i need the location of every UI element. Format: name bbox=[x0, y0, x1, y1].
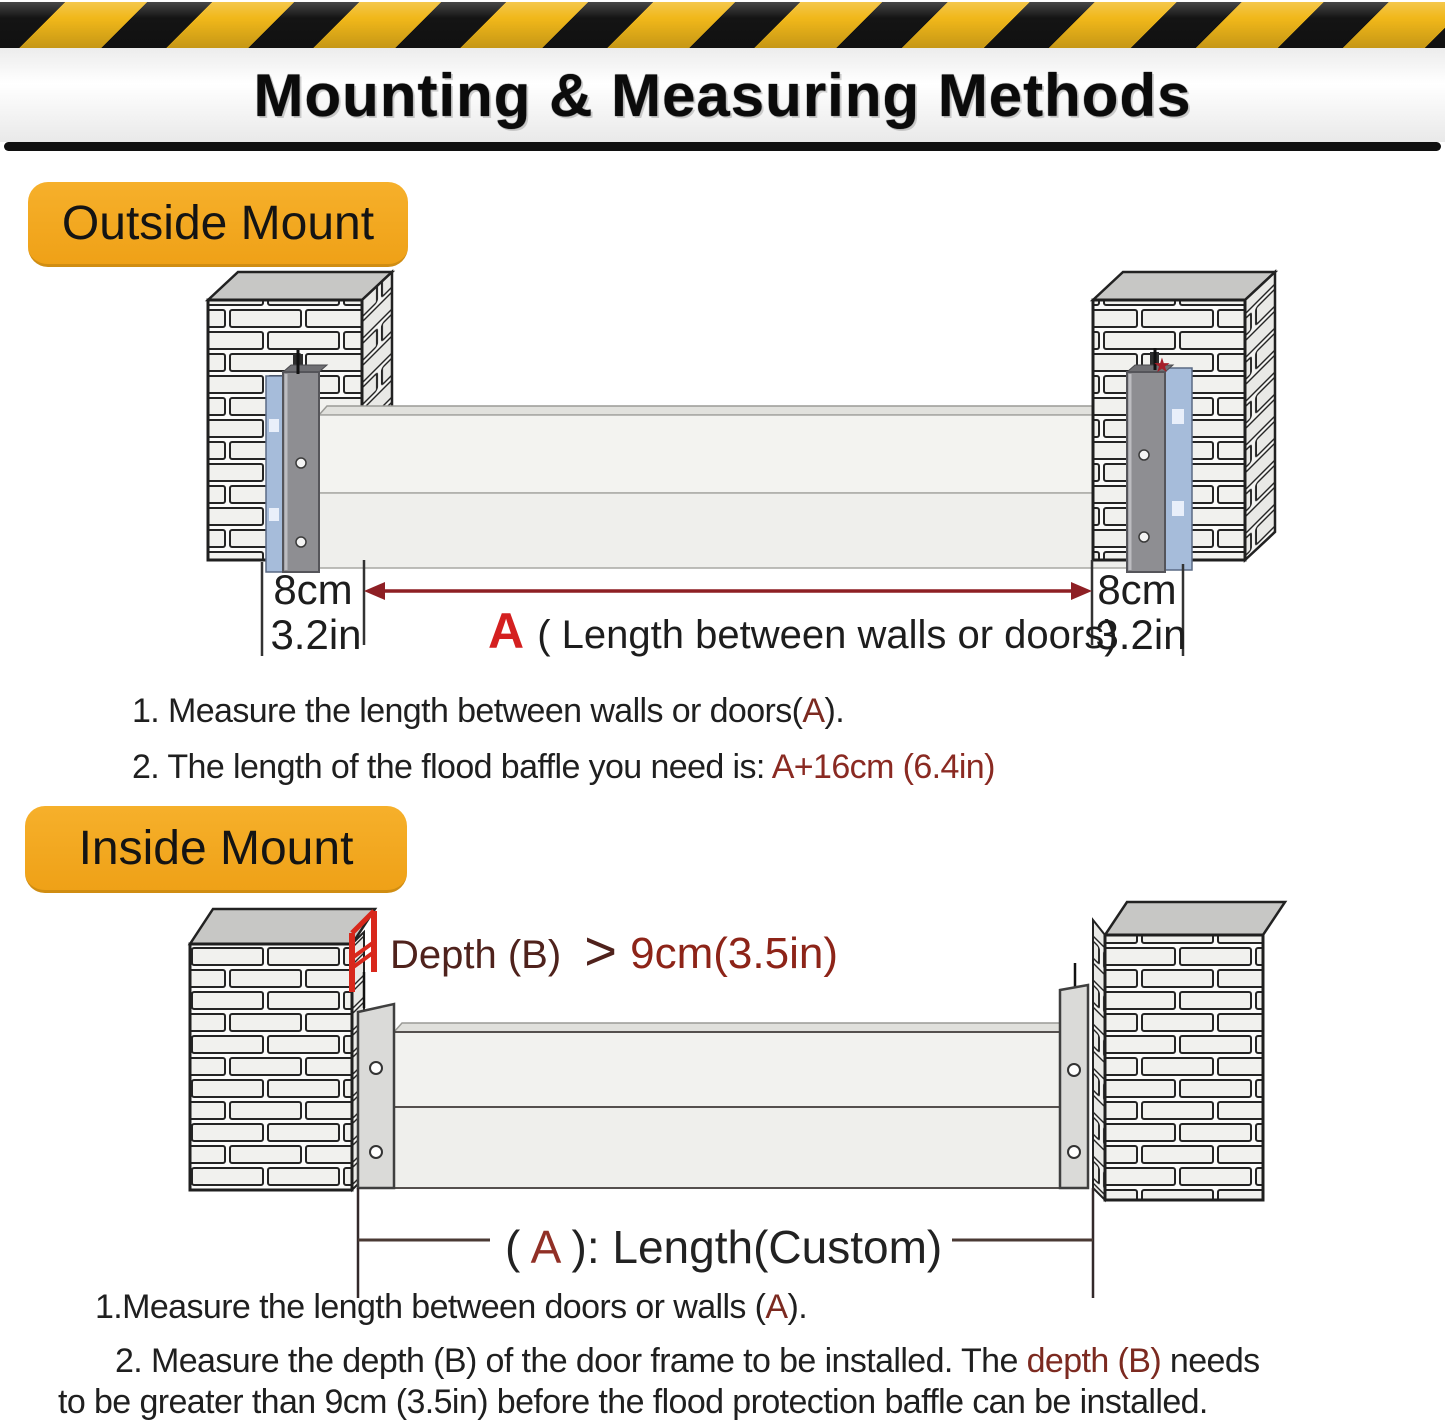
inside-mount-badge bbox=[25, 806, 407, 893]
inside-step-1: 1.Measure the length between doors or walls (A). bbox=[95, 1288, 808, 1326]
greater-than-sign: > bbox=[584, 919, 617, 982]
outside-length-label bbox=[488, 603, 1118, 659]
outside-left-in-label: 3.2in bbox=[270, 611, 362, 658]
outside-step-2: 2. The length of the flood baffle you need is: A+16cm (6.4in) bbox=[132, 748, 995, 786]
inside-right-channel bbox=[1060, 963, 1088, 1188]
depth-label: Depth (B) bbox=[390, 933, 562, 977]
hazard-stripe-banner bbox=[0, 2, 1445, 48]
outside-mount-diagram bbox=[0, 250, 1445, 670]
outside-right-channel bbox=[1127, 348, 1192, 572]
red-star-icon: ★ bbox=[1153, 355, 1171, 377]
length-a-letter: A bbox=[530, 1221, 559, 1273]
outside-right-cm-label: 8cm bbox=[1097, 566, 1177, 613]
outside-step-1: 1. Measure the length between walls or doors(A). bbox=[132, 692, 845, 730]
baffle-length-formula: A+16cm (6.4in) bbox=[771, 748, 995, 786]
outside-flood-barrier bbox=[319, 406, 1139, 568]
page-title: Mounting & Measuring Methods bbox=[253, 61, 1192, 129]
outside-left-channel bbox=[266, 350, 327, 572]
outside-mount-badge-label: Outside Mount bbox=[61, 196, 375, 250]
inside-left-pillar bbox=[190, 909, 375, 1190]
inside-left-channel bbox=[358, 1004, 394, 1188]
step-a-highlight: A bbox=[802, 692, 825, 730]
title-band bbox=[0, 48, 1445, 142]
outside-left-cm-label: 8cm bbox=[273, 566, 353, 613]
step-a-highlight: A bbox=[765, 1288, 788, 1326]
inside-flood-barrier bbox=[394, 1023, 1070, 1188]
depth-annotation bbox=[390, 919, 838, 982]
depth-b-highlight: depth (B) bbox=[1026, 1342, 1162, 1380]
inside-mount-badge-label: Inside Mount bbox=[78, 821, 354, 875]
header-divider bbox=[4, 142, 1441, 151]
inside-step-2-line1: 2. Measure the depth (B) of the door frame to be installed. The depth (B) needs bbox=[115, 1342, 1260, 1380]
depth-value: 9cm(3.5in) bbox=[630, 929, 838, 978]
length-a-letter: A bbox=[488, 603, 525, 659]
length-label-text: ( Length between walls or doors) bbox=[537, 613, 1118, 657]
inside-right-pillar bbox=[1093, 902, 1285, 1200]
inside-mount-diagram bbox=[0, 895, 1445, 1305]
inside-step-2-line2: to be greater than 9cm (3.5in) before the flood protection baffle can be installed. bbox=[58, 1383, 1208, 1421]
outside-right-in-label: 3.2in bbox=[1095, 611, 1187, 658]
length-annotation: ( A ): Length(Custom) bbox=[505, 1221, 943, 1273]
